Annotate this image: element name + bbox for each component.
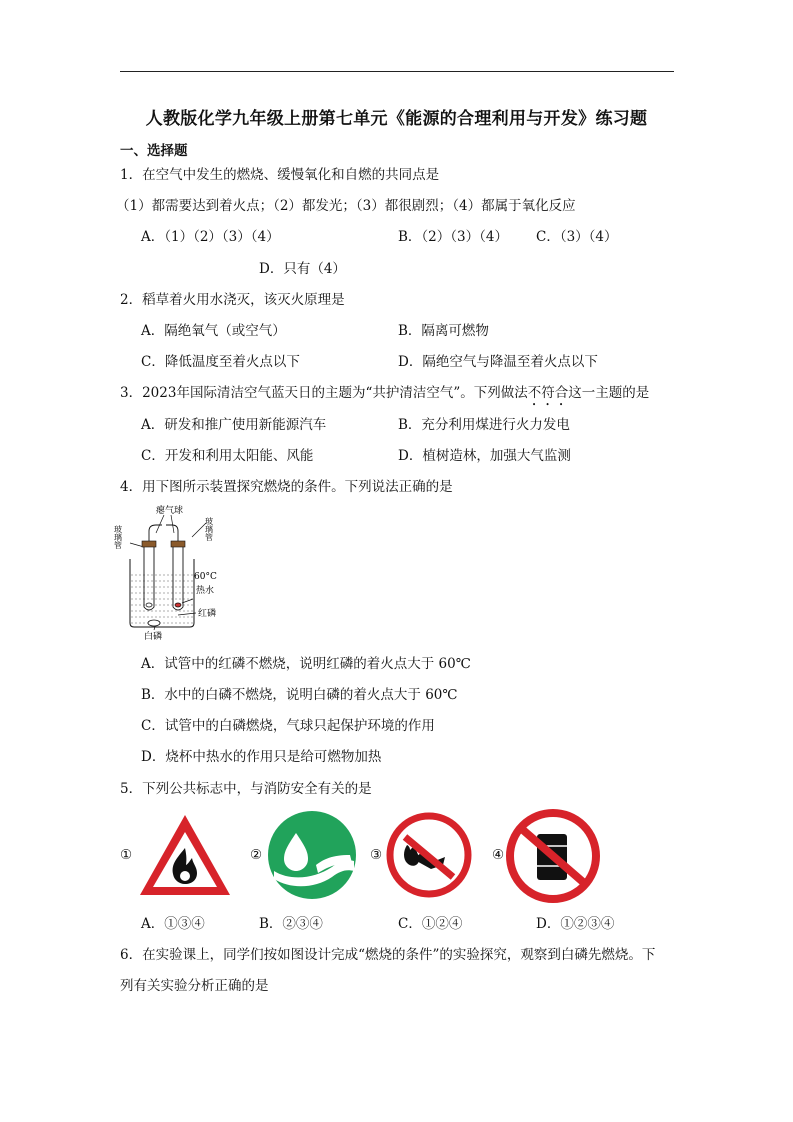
question-5-stem: 5．下列公共标志中，与消防安全有关的是 (120, 781, 372, 797)
question-4-option-a: A．试管中的红磷不燃烧，说明红磷的着火点大于 60℃ (141, 656, 471, 672)
water-saving-sign (266, 809, 358, 901)
fig-white-phosphorus-water (148, 620, 160, 626)
question-2-option-d: D．隔绝空气与降温至着火点以下 (398, 354, 598, 370)
fig-label-glass-tube-left: 玻璃管 (113, 525, 123, 549)
question-3-option-b: B．充分利用煤进行火力发电 (398, 417, 570, 433)
question-5-option-d: D．①②③④ (536, 916, 615, 932)
question-4-stem: 4．用下图所示装置探究燃烧的条件。下列说法正确的是 (120, 479, 453, 495)
question-5-option-a: A．①③④ (141, 916, 205, 932)
page-title: 人教版化学九年级上册第七单元《能源的合理利用与开发》练习题 (145, 109, 648, 129)
header-rule (120, 71, 674, 72)
fig-label-hot-water: 热水 (196, 586, 215, 596)
question-1-stem: 1．在空气中发生的燃烧、缓慢氧化和自燃的共同点是 (120, 167, 440, 183)
sign-label-4: ④ (492, 847, 505, 863)
fig-label-white-phosphorus: 白磷 (144, 632, 163, 642)
fig-red-phosphorus-tube (175, 603, 181, 607)
question-2-stem: 2．稻草着火用水浇灭，该灭火原理是 (120, 292, 345, 308)
question-6-stem-line1: 6．在实验课上，同学们按如图设计完成“燃烧的条件”的实验探究，观察到白磷先燃烧。下 (120, 947, 656, 963)
question-2-option-c: C．降低温度至着火点以下 (141, 354, 300, 370)
question-3-option-d: D．植树造林，加强大气监测 (398, 448, 571, 464)
question-1-option-c: C．（3）（4） (536, 229, 618, 245)
fig-label-temperature: 60°C (194, 572, 217, 582)
fig-test-tube-left (144, 547, 154, 610)
combustion-apparatus-figure (113, 503, 226, 643)
fig-stopper-left (142, 541, 156, 547)
sign-label-3: ③ (370, 847, 383, 863)
question-3-stem-emphasis: 不符合 (527, 385, 569, 401)
question-3-option-a: A．研发和推广使用新能源汽车 (141, 417, 327, 433)
no-fuel-barrel-sign (505, 808, 601, 904)
section-heading: 一、选择题 (120, 143, 188, 159)
question-5-option-c: C．①②④ (398, 916, 463, 932)
flammable-warning-sign (137, 812, 233, 898)
fig-white-phosphorus-tube (146, 603, 152, 607)
fig-label-glass-tube-right: 玻璃管 (204, 517, 214, 541)
question-3-option-c: C．开发和利用太阳能、风能 (141, 448, 314, 464)
question-4-option-d: D．烧杯中热水的作用只是给可燃物加热 (141, 749, 382, 765)
question-5-option-b: B．②③④ (259, 916, 323, 932)
question-3-stem-before: 3．2023年国际清洁空气蓝天日的主题为“共护清洁空气”。下列做法 (120, 385, 528, 401)
question-1-substatements: （1）都需要达到着火点；（2）都发光；（3）都很剧烈；（4）都属于氧化反应 (116, 198, 576, 214)
sign-label-2: ② (250, 847, 263, 863)
question-1-option-d: D．只有（4） (259, 261, 346, 277)
question-2-option-a: A．隔绝氧气（或空气） (141, 323, 286, 339)
question-1-option-b: B．（2）（3）（4） (398, 229, 508, 245)
no-open-flame-sign (385, 811, 473, 899)
fig-stopper-right (171, 541, 185, 547)
fig-water-hatching (131, 575, 193, 623)
question-4-option-b: B．水中的白磷不燃烧，说明白磷的着火点大于 60℃ (141, 687, 458, 703)
question-2-option-b: B．隔离可燃物 (398, 323, 489, 339)
question-4-option-c: C．试管中的白磷燃烧，气球只起保护环境的作用 (141, 718, 435, 734)
sign-label-1: ① (120, 847, 133, 863)
question-6-stem-line2: 列有关实验分析正确的是 (120, 978, 269, 994)
fig-label-balloon: 瘪气球 (156, 506, 184, 516)
question-3-stem (120, 384, 649, 409)
fig-test-tube-right (173, 547, 183, 610)
question-1-option-a: A．（1）（2）（3）（4） (141, 229, 280, 245)
fig-label-red-phosphorus: 红磷 (198, 609, 217, 619)
question-3-stem-after: 这一主题的是 (568, 385, 650, 401)
